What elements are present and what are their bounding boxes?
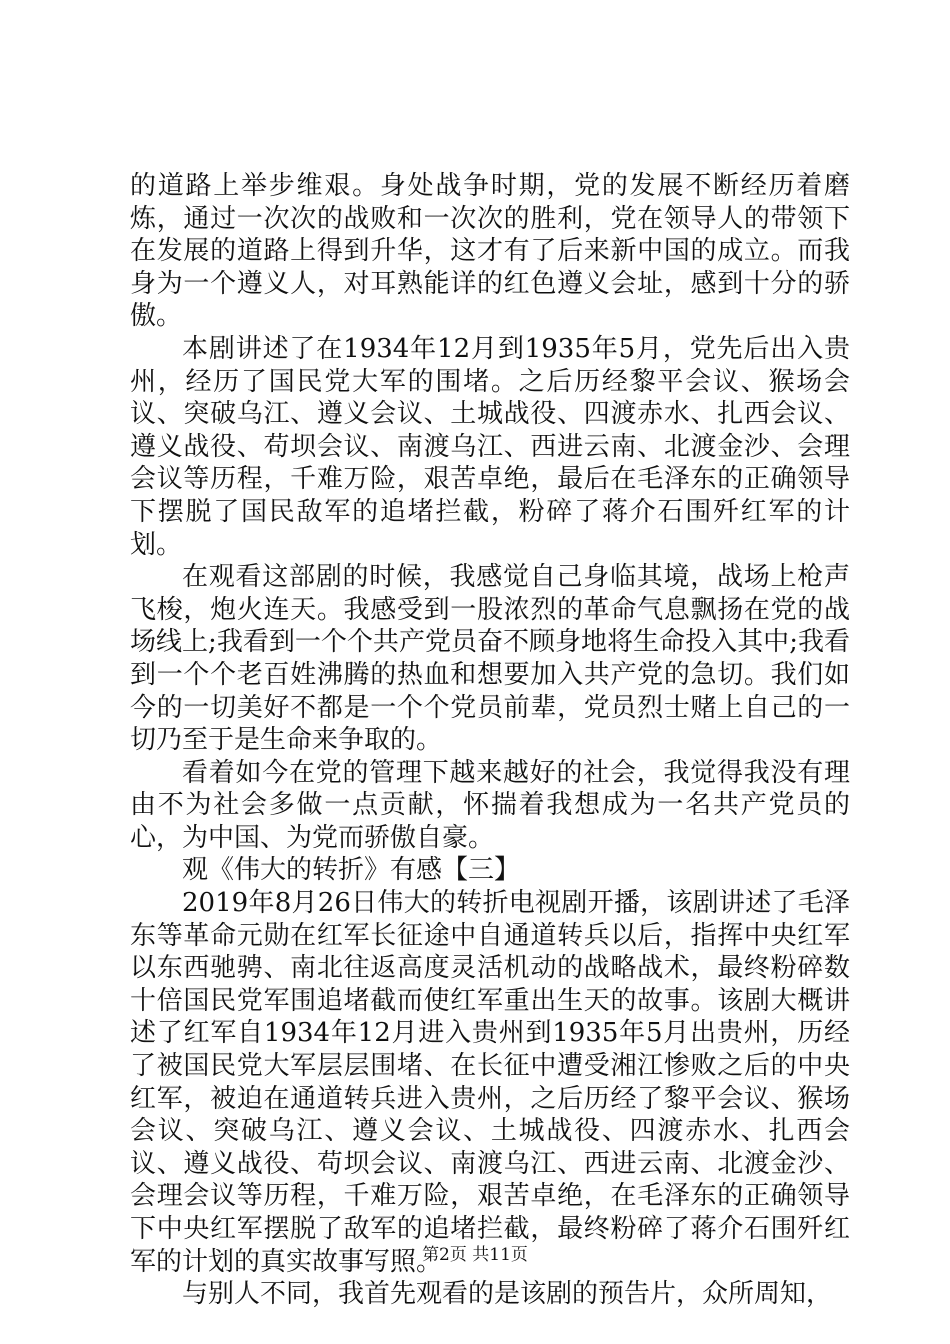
paragraph-6: 与别人不同，我首先观看的是该剧的预告片，众所周知，: [182, 1279, 833, 1310]
paragraph-2: 本剧讲述了在1934年12月到1935年5月，党先后出入贵州，经历了国民党大军的围堵。之后历经黎平会议、猴场会议、突破乌江、遵义会议、土城战役、四渡赤水、扎西会议、遵义战役、苟坝会议、南渡乌江、西进云南、北渡金沙、会理会议等历程，千难万险，艰苦卓绝，最后在毛泽东的正确领导下摆脱了国民敌军的追堵拦截，粉碎了蒋介石围歼红军的计划。: [130, 333, 850, 560]
paragraph-5: 2019年8月26日伟大的转折电视剧开播，该剧讲述了毛泽东等革命元勋在红军长征途中自通道转兵以后，指挥中央红军以东西驰骋、南北往返高度灵活机动的战略战术，最终粉碎数十倍国民党军围追堵截而使红军重出生天的故事。该剧大概讲述了红军自1934年12月进入贵州到1935年5月出贵州，历经了被国民党大军层层围堵、在长征中遭受湘江惨败之后的中央红军，被迫在通道转兵进入贵州，之后历经了黎平会议、猴场会议、突破乌江、遵义会议、土城战役、四渡赤水、扎西会议、遵义战役、苟坝会议、南渡乌江、西进云南、北渡金沙、会理会议等历程，千难万险，艰苦卓绝，在毛泽东的正确领导下中央红军摆脱了敌军的追堵拦截，最终粉碎了蒋介石围歼红军的计划的真实故事写照。: [130, 888, 850, 1277]
paragraph-1: 的道路上举步维艰。身处战争时期，党的发展不断经历着磨炼，通过一次次的战败和一次次的胜利，党在领导人的带领下在发展的道路上得到升华，这才有了后来新中国的成立。而我身为一个遵义人，对耳熟能详的红色遵义会址，感到十分的骄傲。: [130, 171, 850, 332]
page-number-footer: 第2页 共11页: [422, 1245, 528, 1265]
document-body: [130, 170, 850, 1311]
paragraph-4: 看着如今在党的管理下越来越好的社会，我觉得我没有理由不为社会多做一点贡献，怀揣着我想成为一名共产党员的心，为中国、为党而骄傲自豪。: [130, 757, 850, 853]
section-heading: 观《伟大的转折》有感【三】: [182, 855, 521, 886]
paragraph-3: 在观看这部剧的时候，我感觉自己身临其境，战场上枪声飞梭，炮火连天。我感受到一股浓烈的革命气息飘扬在党的战场线上;我看到一个个共产党员奋不顾身地将生命投入其中;我看到一个个老百姓沸腾的热血和想要加入共产党的急切。我们如今的一切美好不都是一个个党员前辈，党员烈士赌上自己的一切乃至于是生命来争取的。: [130, 562, 850, 756]
